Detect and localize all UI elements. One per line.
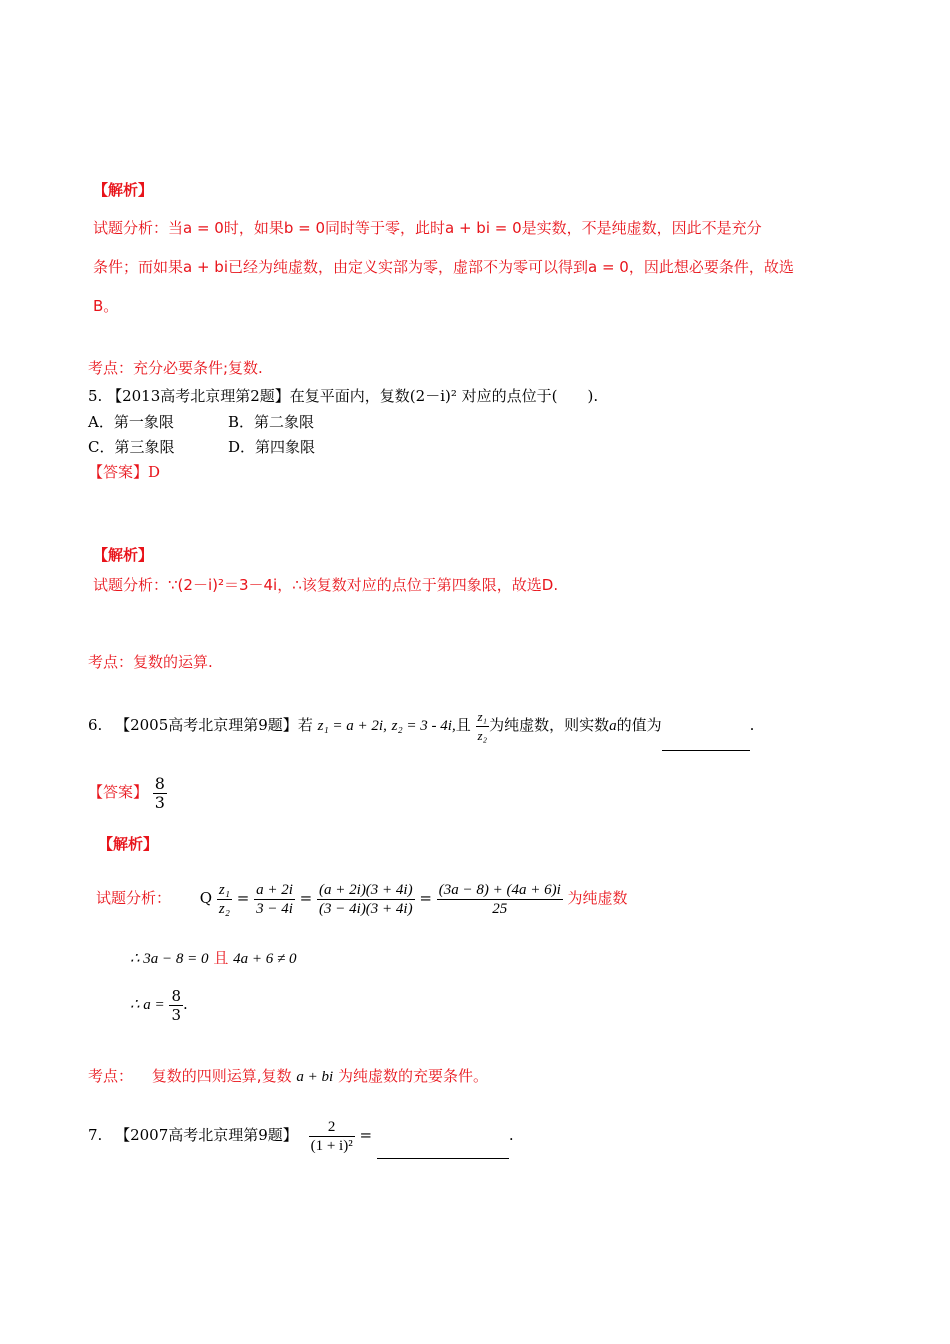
q6-kaodian <box>88 1066 488 1087</box>
q6-number: 6. <box>88 716 103 734</box>
q7-equals: = <box>359 1126 373 1144</box>
q6-stem-prefix: 若 <box>297 716 313 734</box>
q7-answer-blank <box>377 1112 509 1159</box>
q7-frac-num: 2 <box>309 1118 355 1137</box>
q6-answer-fraction <box>153 775 167 812</box>
q5-option-a: A．第一象限 <box>88 413 174 431</box>
q6-stem <box>88 700 754 750</box>
q6-kaodian-label: 考点： <box>88 1067 134 1085</box>
q7-end: . <box>508 1126 514 1144</box>
q6-step2-prefix: ∴ a = <box>130 997 165 1013</box>
q5-option-b: B．第二象限 <box>228 413 315 431</box>
q6-equation: 试题分析： Q $\frac{\text{z₁}}{\text{z₂}}$ = $\frac{a + 2i}{3 - 4i}$ = $\frac{(a + 2i)(3 + 4i)}{(3 - 4i)(3 + 4i)}$ = $\frac{(3a - 8) + (4a + 6)i}{25}$ 为纯虚数 <box>96 881 628 917</box>
q4-analysis-line3: B。 <box>93 297 119 315</box>
q6-step2 <box>130 982 188 1026</box>
q6-answer <box>88 770 167 814</box>
q6-eq-f3-num: (a + 2i)(3 + 4i) <box>319 881 413 898</box>
q6-step2-num: 8 <box>171 986 181 1005</box>
q7-frac-den: (1 + i)² <box>310 1137 353 1154</box>
q6-eq-f4-num: (3a − 8) + (4a + 6)i <box>438 881 561 898</box>
q6-eq-frac2 <box>254 881 295 918</box>
q7-source: 【2007高考北京理第9题】 <box>115 1126 298 1144</box>
q6-step1 <box>130 948 296 969</box>
q6-answer-den: 3 <box>154 792 165 812</box>
q6-eq-f2-den: 3 − 4i <box>256 900 293 917</box>
q6-source: 【2005高考北京理第9题】 <box>115 716 298 734</box>
q6-step2-den: 3 <box>171 1005 181 1024</box>
q5-jiexi-label: 【解析】 <box>93 546 154 564</box>
q6-jiexi-label: 【解析】 <box>98 835 159 853</box>
q6-therefore-glyph: Q <box>199 889 213 907</box>
q6-step1-b: 4a + 6 ≠ 0 <box>233 951 297 967</box>
q6-eq-f1-num: z₁ <box>218 881 230 898</box>
q6-eq-f3-den: (3 − 4i)(3 + 4i) <box>319 900 413 917</box>
q6-answer-num: 8 <box>154 773 165 793</box>
q6-eq-frac4 <box>437 881 563 918</box>
q5-kaodian: 考点：复数的运算. <box>88 653 213 671</box>
q6-eq-f2-num: a + 2i <box>256 881 293 898</box>
q6-step2-fraction <box>169 987 183 1024</box>
q6-stem-suffix: 为纯虚数，则实数 <box>489 716 610 734</box>
q6-stem-tail: 的值为 <box>616 716 662 734</box>
q6-kaodian-expr: a + bi <box>296 1069 334 1085</box>
q7-fraction <box>309 1118 355 1155</box>
q5-option-c: C．第三象限 <box>88 438 175 456</box>
q6-eq-f4-den: 25 <box>492 900 508 917</box>
q5-answer: 【答案】D <box>88 463 161 481</box>
q6-eq-suffix: 为纯虚数 <box>567 889 628 907</box>
q4-analysis-line2: 条件；而如果a + bi已经为纯虚数，由定义实部为零，虚部不为零可以得到a = 0，因此想必要条件，故选 <box>93 258 794 276</box>
q6-frac-num: z₁ <box>476 708 490 727</box>
q6-analysis-prefix: 试题分析： <box>96 889 172 907</box>
q5-analysis: 试题分析：∵(2－i)²＝3－4i，∴该复数对应的点位于第四象限，故选D. <box>93 576 559 594</box>
q5-stem: 5. 【2013高考北京理第2题】在复平面内，复数(2－i)² 对应的点位于( ). <box>88 387 599 405</box>
q6-step1-a: ∴ 3a − 8 = 0 <box>130 951 209 967</box>
q6-cond: 且 <box>455 716 471 734</box>
q4-jiexi-label: 【解析】 <box>93 181 154 199</box>
q7-stem <box>88 1112 514 1158</box>
q6-step2-end: . <box>183 995 188 1013</box>
q6-kaodian-text1: 复数的四则运算,复数 <box>151 1067 292 1085</box>
q6-frac-den: z₂ <box>477 727 488 743</box>
q4-analysis-line1: 试题分析：当a = 0时，如果b = 0同时等于零，此时a + bi = 0是实数，不是纯虚数，因此不是充分 <box>93 219 762 237</box>
q4-kaodian: 考点：充分必要条件;复数. <box>88 359 263 377</box>
q6-z2-def: z₂ = 3 - 4i, <box>391 718 456 734</box>
q6-eq-frac3 <box>317 881 415 918</box>
q6-kaodian-text2: 为纯虚数的充要条件。 <box>337 1067 488 1085</box>
q6-step1-and: 且 <box>213 949 229 967</box>
q5-option-d: D．第四象限 <box>228 438 316 456</box>
q6-eq-f1-den: z₂ <box>218 900 230 917</box>
q6-answer-blank <box>662 700 750 751</box>
q6-end: . <box>749 716 755 734</box>
q6-var: a <box>609 718 617 734</box>
q6-fraction <box>476 708 490 745</box>
q7-number: 7. <box>88 1126 103 1144</box>
q6-eq-frac1 <box>217 881 232 918</box>
q6-z1-def: z₁ = a + 2i, <box>317 718 387 734</box>
q6-answer-label: 【答案】 <box>88 783 149 801</box>
